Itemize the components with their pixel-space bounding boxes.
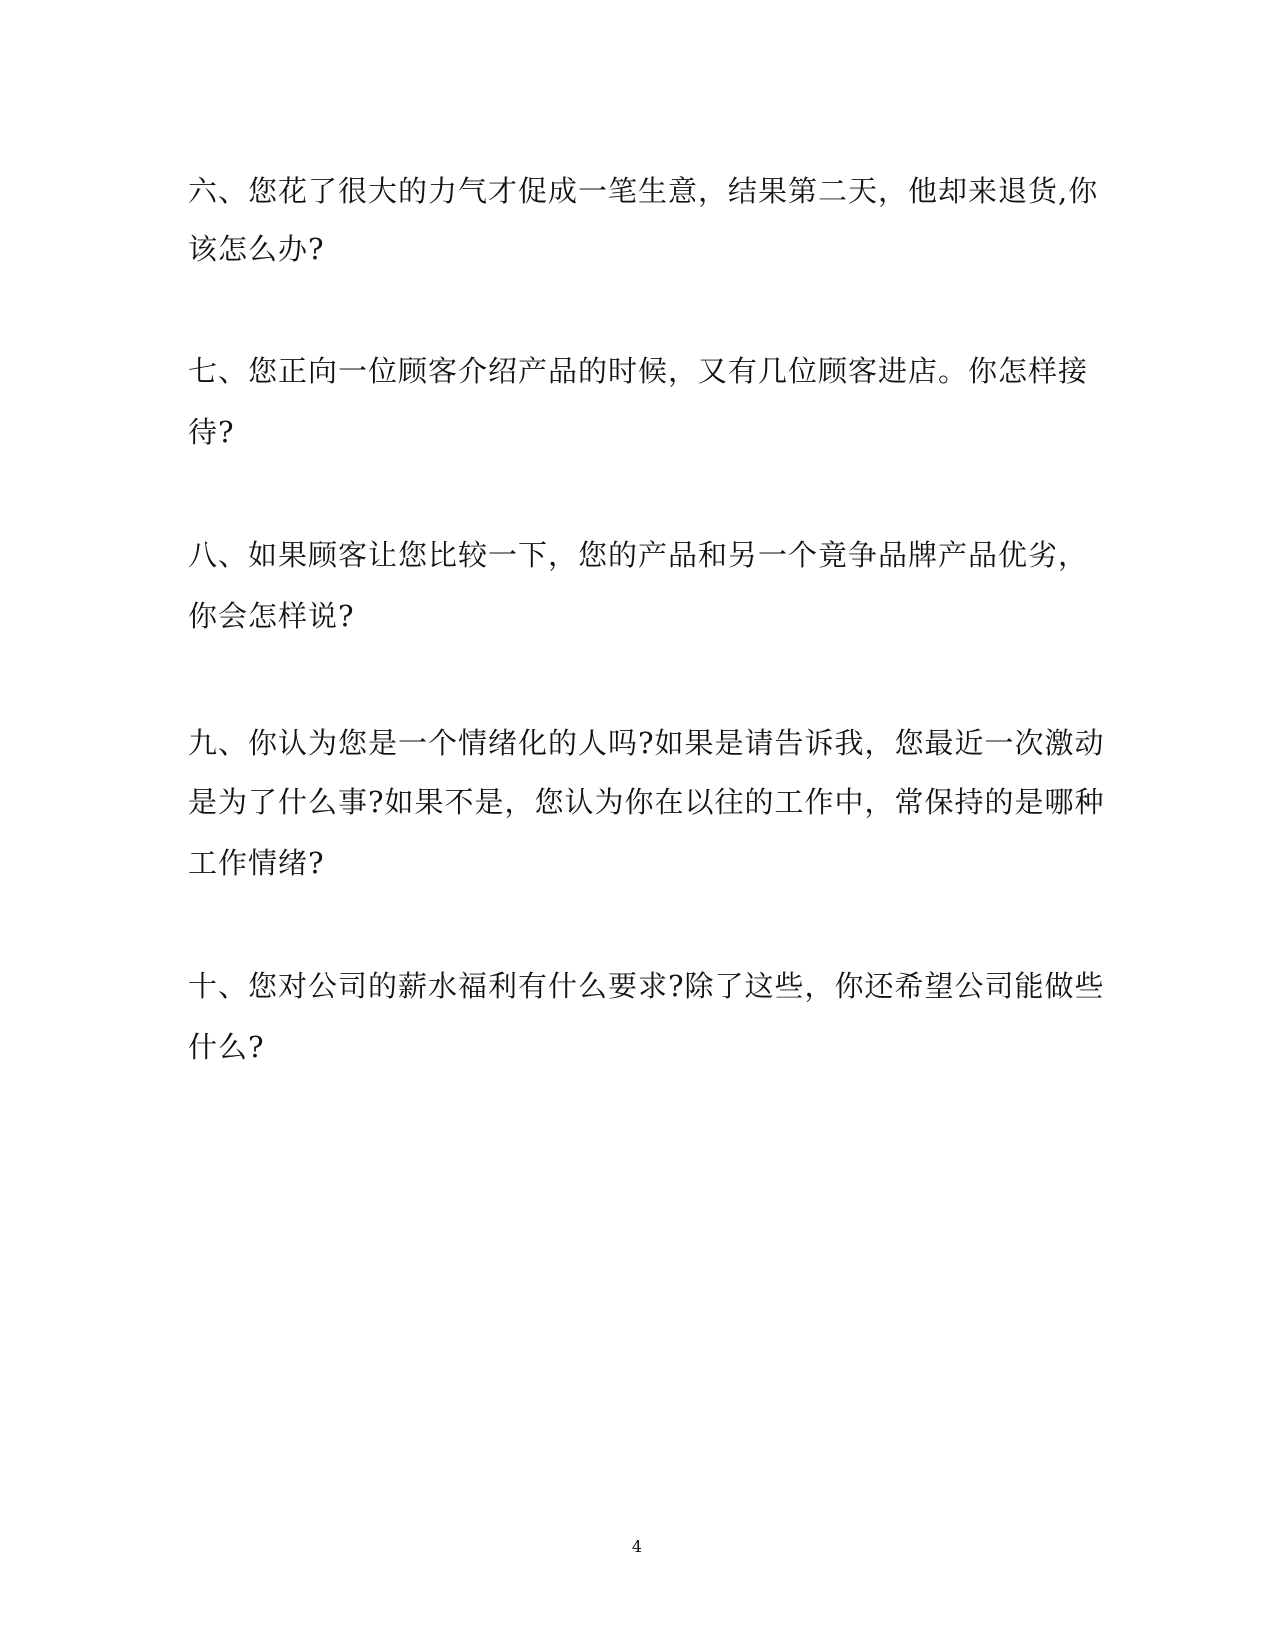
question-7-line-1: 七、您正向一位顾客介绍产品的时候，又有几位顾客进店。你怎样接 <box>188 354 1089 388</box>
question-8-line-1: 八、如果顾客让您比较一下，您的产品和另一个竟争品牌产品优劣， <box>188 538 1089 572</box>
page-number: 4 <box>631 1537 643 1556</box>
question-8-line-2: 你会怎样说? <box>188 599 355 633</box>
question-10-line-1: 十、您对公司的薪水福利有什么要求?除了这些，你还希望公司能做些 <box>188 969 1105 1003</box>
question-9-line-3: 工作情绪? <box>188 846 325 880</box>
question-9-line-1: 九、你认为您是一个情绪化的人吗?如果是请告诉我，您最近一次激动 <box>188 726 1105 760</box>
question-7-line-2: 待? <box>188 415 235 449</box>
question-10-line-2: 什么? <box>188 1030 265 1064</box>
question-6-line-1: 六、您花了很大的力气才促成一笔生意，结果第二天，他却来退货,你 <box>188 174 1099 208</box>
question-6-line-2: 该怎么办? <box>188 232 325 266</box>
question-9-line-2: 是为了什么事?如果不是，您认为你在以往的工作中，常保持的是哪种 <box>188 785 1105 819</box>
